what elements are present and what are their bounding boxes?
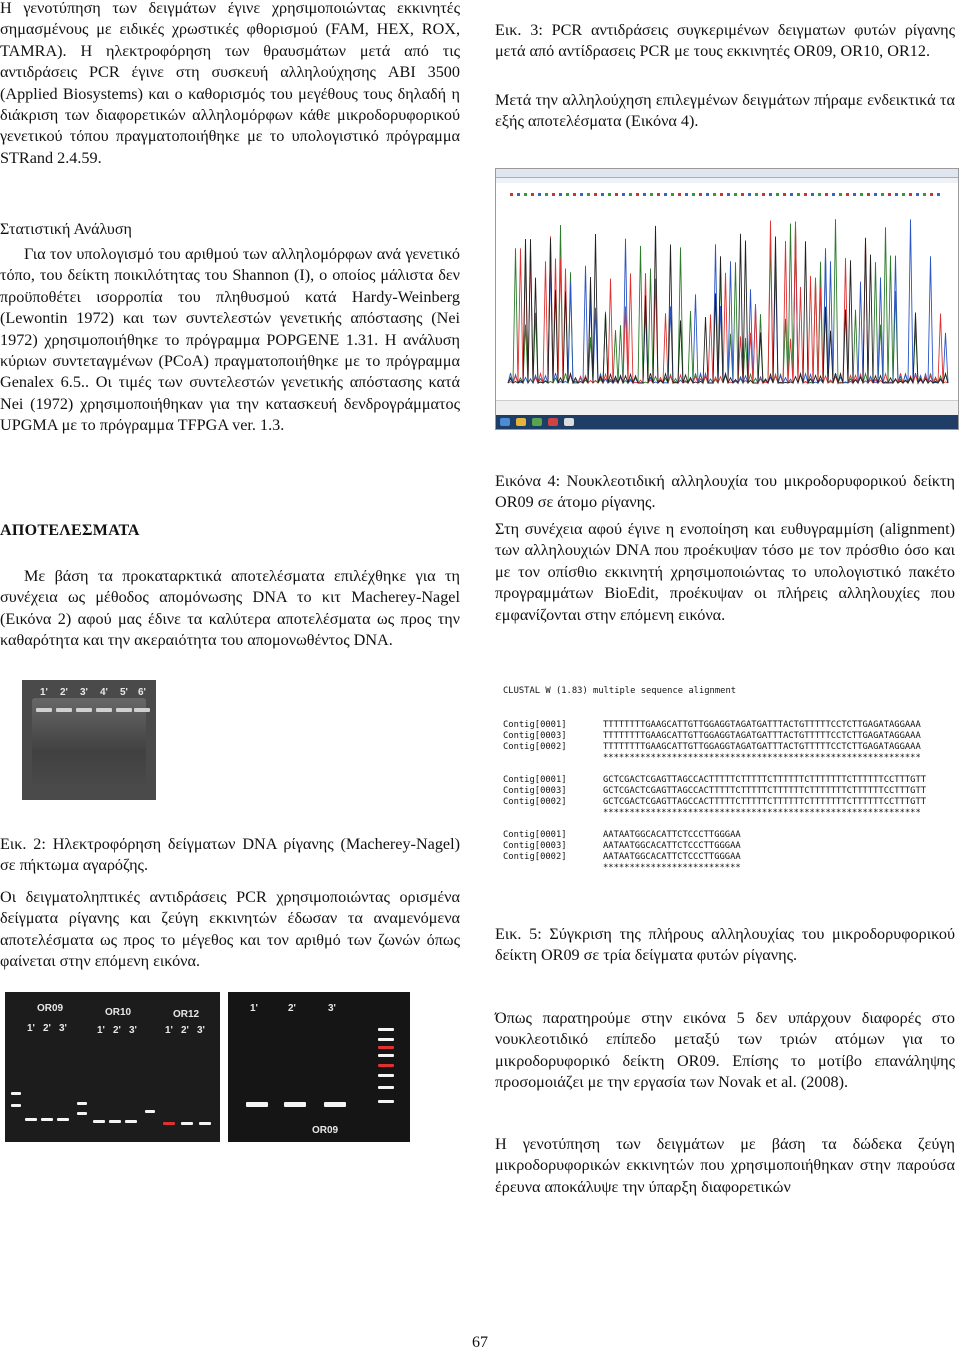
sequence-name: Contig[0002] — [503, 852, 567, 862]
fig4-chromatogram-image — [495, 168, 959, 430]
gel-lane-label: 1' — [27, 1023, 35, 1034]
sequence-string: GCTCGACTCGAGTTAGCCACTTTTTCTTTTTCTTTTTTCTTTTTTTCTTTTTTCCTTTGTT — [603, 797, 927, 807]
fig2-caption: Εικ. 2: Ηλεκτροφόρηση δείγματων DNA ρίγανης (Macherey-Nagel) σε πήκτωμα αγαρόζης. — [0, 835, 460, 875]
results-paragraph: Με βάση τα προκαταρκτικά αποτελέσματα επιλέχθηκε για τη συνέχεια ως μέθοδος απομόνωσης DNA το κιτ Macherey-Nagel (Εικόνα 2) αφού μας έδινε τα καλύτερα αποτελέσματα ως προς την καθαρότητα και την ακεραιότητα του απομονωθέντος DNA. — [0, 567, 460, 650]
alignment-row — [503, 786, 926, 797]
alignment-block — [503, 720, 926, 874]
gel-group-label: OR12 — [173, 1009, 200, 1020]
fig2-lane-label: 4' — [100, 687, 108, 698]
stats-paragraph: Για τον υπολογισμό του αριθμού των αλληλομόρφων ανά γενετικό τόπο, του δείκτη ποικιλότητας του Shannon (I), ο οποίος μάλιστα δεν προϋποθέτει ισορροπία του πληθυσμού κατά Hardy-Weinberg (Lewontin 1972) και των συντελεστών γενετικής απόστασης (Nei 1972) χρησιμοποιήθηκε το πρόγραμμα POPGENE 1.31. Η ανάλυση κύριων συντεταγμένων (PCoA) πραγματοποιήθηκε με το πρόγραμμα Genalex 6.5.. Οι τιμές των συντελεστών γενετικής απόστασης κατά Nei (1972) χρησιμοποιήθηκαν για την κατασκευή δενδρογράμματος UPGMA με το πρόγραμμα TFPGA ver. 1.3. — [0, 245, 460, 435]
sequence-string: AATAATGGCACATTCTCCCTTGGGAA — [603, 852, 741, 862]
gel-lane-label: 2' — [288, 1003, 296, 1014]
consensus-stars-text: ************************************************************ — [603, 808, 921, 818]
gel-lane-label: 2' — [113, 1025, 121, 1036]
chromatogram-series — [508, 219, 948, 383]
alignment-row — [503, 720, 926, 731]
gel-lane-label: 1' — [97, 1025, 105, 1036]
sequence-name: Contig[0003] — [503, 786, 567, 796]
fig2-lane-label: 6' — [138, 687, 146, 698]
intro-paragraph: Η γενοτύπηση των δειγμάτων έγινε χρησιμοποιώντας εκκινητές σημασμένους με ειδικές χρωστικές φθορισμού (FAM, HEX, ROX, TAMRA). Η ηλεκτροφόρηση των θραυσμάτων μετά από τις αντιδράσεις PCR έγινε στη συσκευή αλληλούχησης ABI 3500 (Applied Biosystems) και ο καθορισμός του μεγέθους τους δηλαδή η διάκριση των διαφορετικών αλληλομόρφων κάθε μικροδορυφορικού γενετικού τόπου πραγματοποιήθηκε με το υπολογιστικό πρόγραμμα STRand 2.4.59. — [0, 0, 460, 167]
sequence-name: Contig[0003] — [503, 841, 567, 851]
consensus-stars — [503, 863, 926, 874]
fig2-gel-image — [22, 680, 156, 800]
sequence-name: Contig[0001] — [503, 830, 567, 840]
fig2-lane-label: 1' — [40, 687, 48, 698]
gel-lane-label: 3' — [129, 1025, 137, 1036]
alignment-row — [503, 830, 926, 841]
sequence-name: Contig[0001] — [503, 720, 567, 730]
fig5-caption: Εικ. 5: Σύγκριση της πλήρους αλληλουχίας του μικροδορυφορικού δείκτη OR09 σε τρία δείγματα φυτών ρίγανης. — [495, 925, 955, 965]
sequence-name: Contig[0003] — [503, 731, 567, 741]
alignment-row — [503, 797, 926, 808]
alignment-row — [503, 852, 926, 863]
gel-lane-label: 2' — [181, 1025, 189, 1036]
stats-heading: Στατιστική Ανάλυση — [0, 221, 132, 238]
sequence-string: GCTCGACTCGAGTTAGCCACTTTTTCTTTTTCTTTTTTCTTTTTTTCTTTTTTCCTTTGTT — [603, 775, 927, 785]
sequence-name: Contig[0002] — [503, 797, 567, 807]
sequence-string: AATAATGGCACATTCTCCCTTGGGAA — [603, 841, 741, 851]
chromatogram-trace — [496, 169, 958, 429]
fig3-gel-b-image — [228, 992, 410, 1142]
sequence-string: AATAATGGCACATTCTCCCTTGGGAA — [603, 830, 741, 840]
fig4-caption: Εικόνα 4: Νουκλεοτιδική αλληλουχία του μικροδορυφορικού δείκτη OR09 σε άτομο ρίγανης. — [495, 472, 955, 512]
fig3-gel-a-image — [5, 992, 220, 1142]
gel-lane-label: 1' — [250, 1003, 258, 1014]
page-number: 67 — [472, 1334, 488, 1351]
gel-lane-label: 3' — [59, 1023, 67, 1034]
results-heading: ΑΠΟΤΕΛΕΣΜΑΤΑ — [0, 522, 140, 539]
alignment-row — [503, 731, 926, 742]
sequence-string: TTTTTTTTGAAGCATTGTTGGAGGTAGATGATTTACTGTTTTTCCTCTTGAGATAGGAAA — [603, 720, 921, 730]
consensus-stars — [503, 808, 926, 819]
sequence-string: TTTTTTTTGAAGCATTGTTGGAGGTAGATGATTTACTGTTTTTCCTCTTGAGATAGGAAA — [603, 731, 921, 741]
gel-group-label: OR09 — [37, 1003, 64, 1014]
fig2-lane-label: 5' — [120, 687, 128, 698]
alignment-row — [503, 775, 926, 786]
alignment-paragraph: Στη συνέχεια αφού έγινε η ενοποίηση και ευθυγραμμίση (alignment) των αλληλουχιών DNA που προέκυψαν τόσο με τον πρόσθιο όσο και με τον οπίσθιο εκκινητή χρησιμοποιώντας το υπολογιστικό πακέτο προγραμμάτων BioEdit, προέκυψαν οι πλήρεις αλληλουχίες που εμφανίζονται στην επόμενη εικόνα. — [495, 520, 955, 624]
sequence-string: TTTTTTTTGAAGCATTGTTGGAGGTAGATGATTTACTGTTTTTCCTCTTGAGATAGGAAA — [603, 742, 921, 752]
gel-lane-label: 2' — [43, 1023, 51, 1034]
genotyping-paragraph: Η γενοτύπηση των δειγμάτων με βάση τα δώδεκα ζεύγη μικροδορυφορικών εκκινητών που χρησιμοποιήθηκαν στην παρούσα έρευνα αποκάλυψε την ύπαρξη διαφορετικών — [495, 1135, 955, 1196]
pcr-paragraph: Οι δειγματοληπτικές αντιδράσεις PCR χρησιμοποιώντας ορισμένα δείγματα ρίγανης και ζεύγη εκκινητών έδωσαν τα αναμενόμενα αποτελέσματα ως προς το μέγεθος και τον αριθμό των ζωνών όπως φαίνεται στην επόμενη εικόνα. — [0, 888, 460, 971]
gel-lane-label: 3' — [197, 1025, 205, 1036]
fig2-lane-label: 2' — [60, 687, 68, 698]
gel-lane-label: 1' — [165, 1025, 173, 1036]
alignment-row — [503, 742, 926, 753]
sequence-string: GCTCGACTCGAGTTAGCCACTTTTTCTTTTTCTTTTTTCTTTTTTTCTTTTTTCCTTTGTT — [603, 786, 927, 796]
sequence-name: Contig[0001] — [503, 775, 567, 785]
observe-paragraph: Όπως παρατηρούμε στην εικόνα 5 δεν υπάρχουν διαφορές στο νουκλεοτιδικό επίπεδο μεταξύ των τριών ατόμων για το μικροδορυφορικό δείκτη OR09. Επίσης το μοτίβο επανάληψης προσομοιάζει με την εργασία των Novak et al. (2008). — [495, 1009, 955, 1092]
gel-lane-label: 3' — [328, 1003, 336, 1014]
alignment-row — [503, 841, 926, 852]
fig2-lane-label: 3' — [80, 687, 88, 698]
consensus-stars — [503, 753, 926, 764]
consensus-stars-text: ************************************************************ — [603, 753, 921, 763]
sequence-name: Contig[0002] — [503, 742, 567, 752]
fig3-caption: Εικ. 3: PCR αντιδράσεις συγκεριμένων δειγματων φυτών ρίγανης μετά από αντίδρασεις PCR με τους εκκινητές OR09, OR10, OR12. — [495, 21, 955, 61]
gel-group-label: OR10 — [105, 1007, 132, 1018]
consensus-stars-text: ************************** — [603, 863, 741, 873]
gel-marker-label: OR09 — [312, 1125, 339, 1136]
clustal-header: CLUSTAL W (1.83) multiple sequence alignment — [503, 686, 737, 696]
after-seq-paragraph: Μετά την αλληλούχηση επιλεγμένων δειγμάτων πήραμε ενδεικτικά τα εξής αποτελέσματα (Εικόνα 4). — [495, 91, 955, 131]
